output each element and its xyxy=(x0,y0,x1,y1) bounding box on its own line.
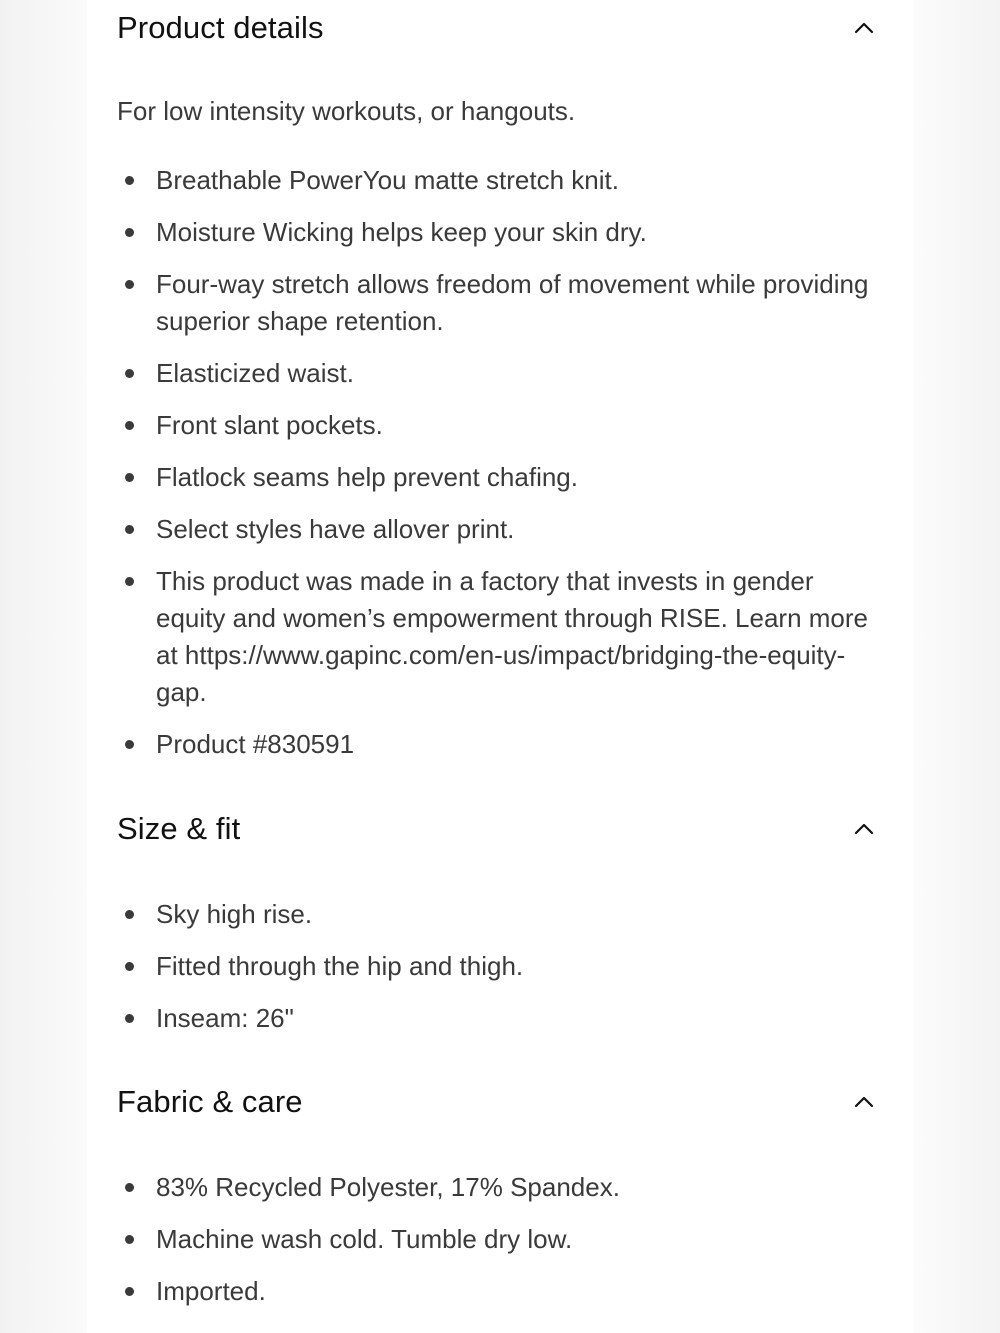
fabric-care-title: Fabric & care xyxy=(117,1084,303,1119)
fabric-care-header[interactable] xyxy=(117,1074,885,1134)
fabric-care-list xyxy=(117,1169,885,1325)
chevron-up-icon[interactable] xyxy=(853,1091,875,1113)
list-item-text: Front slant pockets. xyxy=(156,410,383,440)
list-item xyxy=(117,459,885,496)
list-item-text: This product was made in a factory that invests in gender equity and women’s empowerment through RISE. Learn more at https://www.gapinc.com/en-us/impact/bridging-the-equity-gap. xyxy=(156,566,869,707)
product-details-list xyxy=(117,162,885,778)
bullet-dot xyxy=(125,1183,134,1192)
product-details-intro: For low intensity workouts, or hangouts. xyxy=(117,96,576,126)
list-item-text: Fitted through the hip and thigh. xyxy=(156,951,524,981)
list-item-text: Sky high rise. xyxy=(156,899,313,929)
list-item-text: Machine wash cold. Tumble dry low. xyxy=(156,1224,573,1254)
product-details-title: Product details xyxy=(117,10,324,45)
list-item xyxy=(117,407,885,444)
list-item-text: Elasticized waist. xyxy=(156,358,354,388)
size-fit-header[interactable] xyxy=(117,801,885,861)
bullet-dot xyxy=(125,740,134,749)
size-fit-list xyxy=(117,896,885,1052)
chevron-up-icon[interactable] xyxy=(853,17,875,39)
size-fit-section xyxy=(117,801,885,1033)
list-item-text: Flatlock seams help prevent chafing. xyxy=(156,462,578,492)
list-item xyxy=(117,563,885,711)
bullet-dot xyxy=(125,1287,134,1296)
list-item xyxy=(117,355,885,392)
list-item xyxy=(117,1221,885,1258)
list-item xyxy=(117,948,885,985)
product-info-panel xyxy=(87,0,913,1333)
bullet-dot xyxy=(125,910,134,919)
fabric-care-section xyxy=(117,1074,885,1306)
list-item-text: Breathable PowerYou matte stretch knit. xyxy=(156,165,619,195)
chevron-up-icon[interactable] xyxy=(853,818,875,840)
list-item xyxy=(117,266,885,340)
page-backdrop-left xyxy=(0,0,87,1333)
list-item-text: Four-way stretch allows freedom of movement while providing superior shape retention. xyxy=(156,269,869,336)
product-details-section xyxy=(117,0,885,759)
list-item xyxy=(117,1169,885,1206)
bullet-dot xyxy=(125,962,134,971)
list-item xyxy=(117,896,885,933)
bullet-dot xyxy=(125,473,134,482)
list-item-text: Inseam: 26" xyxy=(156,1003,294,1033)
bullet-dot xyxy=(125,280,134,289)
bullet-dot xyxy=(125,228,134,237)
bullet-dot xyxy=(125,577,134,586)
bullet-dot xyxy=(125,1014,134,1023)
size-fit-title: Size & fit xyxy=(117,811,241,846)
bullet-dot xyxy=(125,369,134,378)
page-backdrop-right xyxy=(913,0,1000,1333)
bullet-dot xyxy=(125,421,134,430)
product-details-header[interactable] xyxy=(117,0,885,60)
list-item-text: 83% Recycled Polyester, 17% Spandex. xyxy=(156,1172,620,1202)
list-item xyxy=(117,1273,885,1310)
bullet-dot xyxy=(125,525,134,534)
list-item xyxy=(117,726,885,763)
list-item-text: Product #830591 xyxy=(156,729,355,759)
list-item xyxy=(117,214,885,251)
list-item-text: Moisture Wicking helps keep your skin dry. xyxy=(156,217,647,247)
list-item-text: Imported. xyxy=(156,1276,266,1306)
list-item-text: Select styles have allover print. xyxy=(156,514,515,544)
bullet-dot xyxy=(125,176,134,185)
list-item xyxy=(117,511,885,548)
list-item xyxy=(117,162,885,199)
bullet-dot xyxy=(125,1235,134,1244)
list-item xyxy=(117,1000,885,1037)
